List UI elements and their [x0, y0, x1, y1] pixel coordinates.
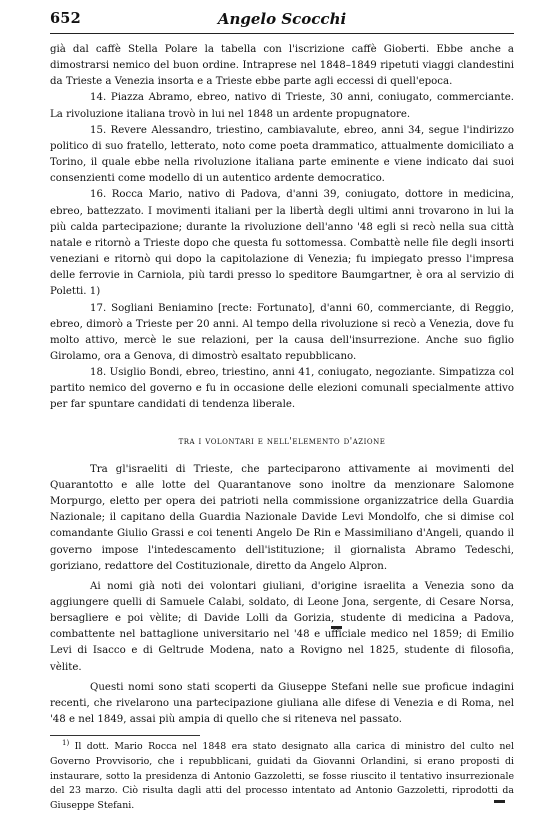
entry-17: 17. Sogliani Beniamino [recte: Fortunato], d'anni 60, commerciante, di Reggio, ebreo, dimorò a Trieste per 20 anni. Al tempo della rivoluzione si recò a Venezia, dove fu molto attivo, mercè le sue relazioni, per la causa dell'insurrezione. Anche suo figlio Girolamo, ora a Genova, di dimostrò esaltato repubblicano.: [50, 302, 514, 362]
running-header: [50, 10, 514, 30]
section-paragraph: Questi nomi sono stati scoperti da Giuseppe Stefani nelle sue proficue indagini recenti, che rivelarono una partecipazione giuliana alle difese di Venezia e di Roma, nel '48 e nel 1849, assai più ampia di quello che si riteneva nel passato.: [50, 681, 514, 726]
entry-14: 14. Piazza Abramo, ebreo, nativo di Trieste, 30 anni, coniugato, commerciante. La rivoluzione italiana trovò in lui nel 1848 un ardente propugnatore.: [50, 92, 514, 120]
footnote-rule: [50, 735, 200, 736]
running-title: Angelo Scocchi: [217, 10, 347, 28]
paragraph-continued: già dal caffè Stella Polare la tabella con l'iscrizione caffè Gioberti. Ebbe anche a dimostrarsi nemico del buon ordine. Intraprese nel 1848–1849 ripetuti viaggi clandestini da Trieste a Venezia insorta e a Trieste ebbe parte agli eccessi di quell'epoca.: [50, 44, 514, 88]
main-text: [50, 42, 514, 728]
footnote-text: Il dott. Mario Rocca nel 1848 era stato designato alla carica di ministro del culto nel Governo Provvisorio, che i repubblicani, guidati da Giovanni Orlandini, si erano proposti di instaurare, sotto la presidenza di Antonio Gazzoletti, se fosse riuscito il tentativo insurrezionale del 23 marzo. Ciò risulta dagli atti del processo intentato ad Antonio Gazzoletti, riprodotti da Giuseppe Stefani.: [50, 741, 514, 812]
section-paragraph: Tra gl'israeliti di Trieste, che parteciparono attivamente ai movimenti del Quarantotto e alle lotte del Quarantanove sono inoltre da menzionare Salomone Morpurgo, eletto per opera dei patrioti nella commissione organizzatrice della Guardia Nazionale; il capitano della Guardia Nazionale Davide Levi Mondolfo, che si dimise col comandante Giulio Grassi e coi tenenti Angelo De Rin e Massimiliano d'Angeli, quando il governo impose l'intedescamento dell'istituzione; il giornalista Abramo Tedeschi, goriziano, redattore del Costituzionale, diretto da Angelo Alpron.: [50, 463, 514, 572]
header-rule: [50, 33, 514, 34]
entry-15: 15. Revere Alessandro, triestino, cambiavalute, ebreo, anni 34, segue l'indirizzo politico di suo fratello, letterato, noto come poeta drammatico, attualmente domiciliato a Torino, il quale ebbe nella rivoluzione italiana parte eminente e viene indicato dai suoi consenzienti come modello di un autentico ardente democratico.: [50, 124, 514, 185]
footnote: [50, 740, 514, 814]
entry-18: 18. Usiglio Bondi, ebreo, triestino, anni 41, coniugato, negoziante. Simpatizza col partito nemico del governo e fu in occasione delle elezioni comunali specialmente attivo per far spuntare candidati di tendenza liberale.: [50, 367, 514, 411]
print-mark: [331, 626, 342, 629]
page-number: 652: [50, 10, 81, 27]
entry-16: 16. Rocca Mario, nativo di Padova, d'anni 39, coniugato, dottore in medicina, ebreo, battezzato. I movimenti italiani per la libertà degli ultimi anni trovarono in lui la più calda partecipazione; durante la rivoluzione dell'anno '48 egli si recò nella sua città natale e ritornò a Trieste dopo che questa fu sottomessa. Combattè nelle file degli insorti veneziani e ritornò qui dopo la capitolazione di Venezia; fu impiegato presso l'impresa delle ferrovie in Carniola, più tardi presso lo speditore Baumgartner, è ora al servizio di Poletti. 1): [50, 189, 514, 298]
section-title: tra i volontari e nell'elemento d'azione: [178, 435, 386, 447]
print-mark: [494, 800, 505, 803]
section-paragraph: Ai nomi già noti dei volontari giuliani, d'origine israelita a Venezia sono da aggiungere quelli di Samuele Calabi, soldato, di Leone Jona, sergente, di Cesare Norsa, bersagliere e poi vèlite; di Davide Lolli da Gorizia, studente di medicina a Padova, combattente nel battaglione universitario nel '48 e ufficiale medico nel 1859; di Emilio Levi di Isacco e di Geltrude Modena, nato a Rovigno nel 1825, studente di filosofia, vèlite.: [50, 580, 514, 673]
footnote-marker: 1): [62, 738, 70, 747]
